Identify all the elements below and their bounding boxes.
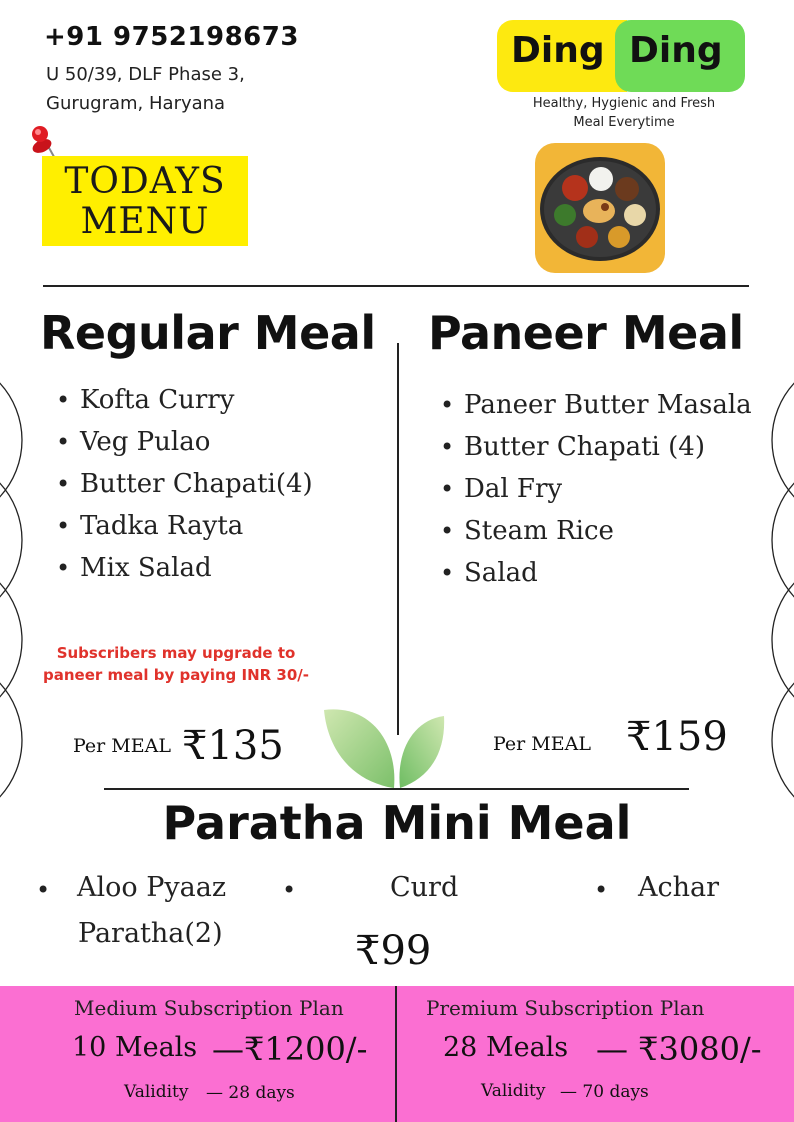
regular-meal-items — [56, 379, 313, 589]
decorative-arcs-right — [754, 0, 794, 1122]
paratha-item-1-line-1: Aloo Pyaaz — [77, 872, 227, 903]
logo-word-1: Ding — [511, 30, 605, 71]
paratha-price: ₹99 — [355, 928, 432, 974]
bullet: • — [36, 876, 51, 904]
divider-top — [43, 285, 749, 287]
list-item: • Veg Pulao — [56, 421, 313, 463]
divider-middle — [104, 788, 689, 790]
regular-per-meal-label: Per MEAL — [73, 735, 171, 757]
medium-plan-validity-label: Validity — [124, 1082, 189, 1102]
brand-logo — [497, 20, 745, 92]
bullet: • — [594, 876, 609, 904]
medium-plan-validity-value: — 28 days — [206, 1083, 295, 1103]
paratha-meal-title: Paratha Mini Meal — [162, 796, 632, 850]
paneer-meal-title: Paneer Meal — [428, 306, 744, 360]
list-item: • Kofta Curry — [56, 379, 313, 421]
list-item: • Mix Salad — [56, 547, 313, 589]
divider-vertical — [397, 343, 399, 735]
premium-plan-validity-value: — 70 days — [560, 1082, 649, 1102]
tagline-line-2: Meal Everytime — [573, 115, 675, 130]
phone-number[interactable]: +91 9752198673 — [44, 22, 299, 52]
upgrade-note-line-2: paneer meal by paying INR 30/- — [43, 666, 309, 684]
badge-line-2: MENU — [80, 201, 210, 242]
premium-plan-validity-label: Validity — [481, 1081, 546, 1101]
list-item: • Butter Chapati(4) — [56, 463, 313, 505]
bullet: • — [282, 876, 297, 904]
list-item: • Butter Chapati (4) — [440, 426, 752, 468]
paratha-item-2: Curd — [390, 872, 459, 903]
medium-plan-meals: 10 Meals — [72, 1032, 198, 1063]
upgrade-note — [36, 642, 316, 686]
medium-plan-title: Medium Subscription Plan — [74, 996, 344, 1020]
regular-price: ₹135 — [182, 723, 284, 769]
list-item: • Paneer Butter Masala — [440, 384, 752, 426]
list-item: • Tadka Rayta — [56, 505, 313, 547]
medium-plan-price: —₹1200/- — [212, 1030, 368, 1068]
tagline-line-1: Healthy, Hygienic and Fresh — [532, 96, 716, 111]
paneer-meal-items — [440, 384, 752, 594]
premium-plan-price: — ₹3080/- — [596, 1030, 762, 1068]
decorative-arcs-left — [0, 0, 40, 1122]
upgrade-note-line-1: Subscribers may upgrade to — [56, 644, 296, 662]
paneer-per-meal-label: Per MEAL — [493, 733, 591, 755]
premium-plan-meals: 28 Meals — [443, 1032, 569, 1063]
paratha-item-1-line-2: Paratha(2) — [78, 918, 223, 949]
address-line-1: U 50/39, DLF Phase 3, — [46, 64, 245, 85]
address-line-2: Gurugram, Haryana — [46, 93, 226, 114]
badge-line-1: TODAYS — [64, 161, 226, 202]
regular-meal-title: Regular Meal — [40, 306, 376, 360]
logo-word-2: Ding — [629, 30, 723, 71]
list-item: • Dal Fry — [440, 468, 752, 510]
thali-image — [535, 143, 665, 273]
paneer-price: ₹159 — [626, 714, 728, 760]
plans-divider — [395, 986, 397, 1122]
premium-plan-title: Premium Subscription Plan — [426, 996, 705, 1020]
todays-menu-badge — [42, 156, 248, 246]
leaves-icon — [320, 702, 450, 792]
list-item: • Salad — [440, 552, 752, 594]
paratha-item-3: Achar — [638, 872, 720, 903]
list-item: • Steam Rice — [440, 510, 752, 552]
